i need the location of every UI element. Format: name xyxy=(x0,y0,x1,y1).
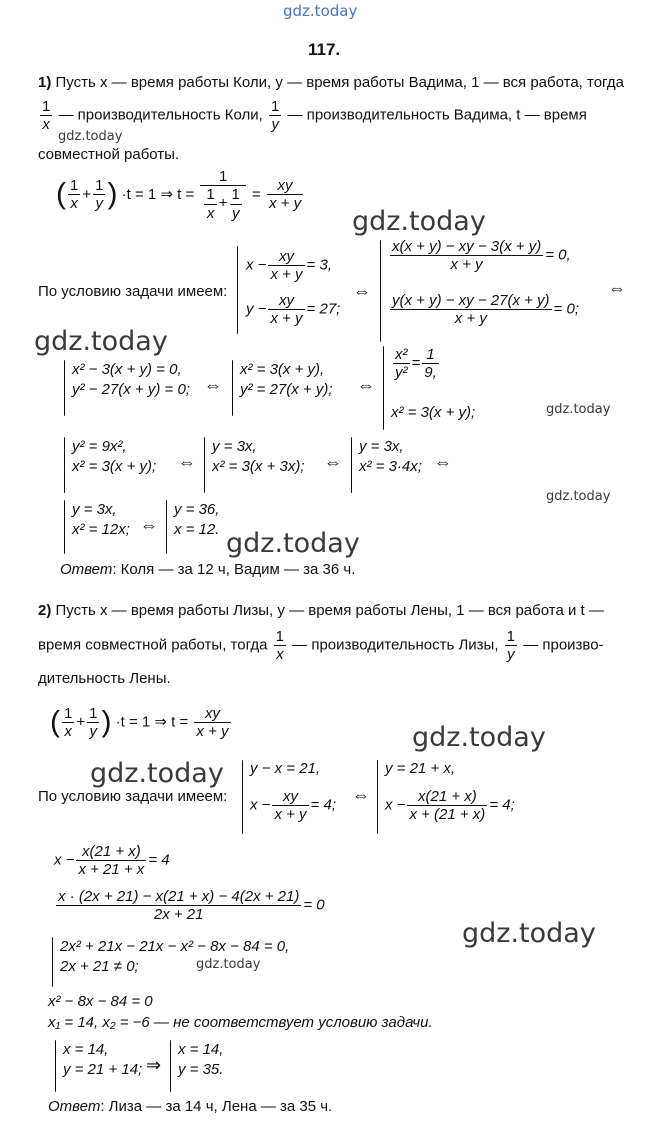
watermark: gdz.today xyxy=(412,722,546,753)
equivalence-arrow: ⇔ xyxy=(204,375,222,395)
part1-sys5-row1: $\frac{\text{x²}}{\text{y²}}$ = $\frac{1}{9,}$ xyxy=(395,346,437,382)
part1-sys6-row2: x² = 3(x + y); xyxy=(72,457,157,475)
part1-sys2-row1: $\frac{x(x + y) - xy - 3(x + y)}{x + y}$ = 0, xyxy=(392,238,571,274)
part1-sys10-row2: x = 12. xyxy=(174,520,220,538)
part1-sys3 xyxy=(72,360,190,399)
part1-sys8-brace xyxy=(351,437,352,493)
part2-intro-line2 xyxy=(38,628,604,664)
part1-sys4-brace xyxy=(232,360,233,416)
part1-intro-line3: совместной работы. xyxy=(38,146,180,163)
part1-sys10 xyxy=(174,500,219,539)
answer-label: Ответ xyxy=(48,1098,101,1115)
watermark-top: gdz.today xyxy=(283,2,358,20)
part2-sys3-row1: 2x² + 21x − 21x − x² − 8x − 84 = 0, xyxy=(60,938,290,955)
part1-sys10-brace xyxy=(166,500,167,554)
equivalence-arrow: ⇔ xyxy=(324,452,342,472)
part1-sys1-row1: x − $\frac{xy}{x + y}$ = 3, xyxy=(246,248,332,284)
part1-sys2-brace xyxy=(380,240,381,342)
watermark: gdz.today xyxy=(90,758,224,789)
part1-sys4-row2: y² = 27(x + y); xyxy=(240,380,333,398)
part1-sys9-row2: x² = 12x; xyxy=(72,520,130,538)
part2-sys1-brace xyxy=(242,760,243,834)
part1-intro-line1 xyxy=(38,74,624,91)
watermark: gdz.today xyxy=(226,528,360,559)
part2-eq5: x₁ = 14, x₂ = −6 — не соответствует условию задачи. xyxy=(48,1014,433,1031)
part1-intro-text-2a: — производительность Коли, xyxy=(58,106,263,124)
equivalence-arrow: ⇔ xyxy=(352,785,370,805)
part1-sys7-brace xyxy=(204,437,205,493)
part1-sys9 xyxy=(72,500,130,539)
part2-sys5 xyxy=(178,1040,223,1079)
part1-eq-time: ( $\frac{1}{x}$ + $\frac{1}{y}$ ) ·t = 1 ⇒ t = 1 $\frac{1}{x}$ + $\frac{1}{y}$ = $\frac{xy}{x + y}$ xyxy=(56,168,302,222)
watermark: gdz.today xyxy=(34,326,168,357)
equivalence-arrow: ⇔ xyxy=(353,281,371,301)
part2-sys3 xyxy=(60,937,289,976)
part1-sys6-brace xyxy=(64,437,65,493)
part2-sys5-row2: y = 35. xyxy=(178,1060,224,1078)
part2-eq-time: ( $\frac{1}{x}$ + $\frac{1}{y}$ ) ·t = 1 ⇒ t = $\frac{xy}{x + y}$ xyxy=(50,705,229,741)
equivalence-arrow: ⇔ xyxy=(608,278,626,298)
part2-condition-label: По условию задачи имеем: xyxy=(38,788,228,805)
part1-sys9-row1: y = 3x, xyxy=(72,501,117,518)
watermark: gdz.today xyxy=(352,206,486,237)
fraction-1-y: $\frac{1}{y}$ xyxy=(271,98,280,134)
answer-text: : Коля — за 12 ч, Вадим — за 36 ч. xyxy=(112,561,356,578)
part2-sys1-row1: y − x = 21, xyxy=(250,760,321,777)
watermark-small: gdz.today xyxy=(196,957,261,972)
fraction-1-y: $\frac{1}{y}$ xyxy=(506,628,516,664)
part1-condition-label: По условию задачи имеем: xyxy=(38,283,228,300)
equivalence-arrow: ⇔ xyxy=(434,452,452,472)
part2-intro-text-2b: — производительность Лизы, xyxy=(292,636,499,654)
part2-eq2: x − $\frac{x(21 + x)}{x + 21 + x}$ = 4 xyxy=(54,843,170,879)
part2-sys5-brace xyxy=(170,1040,171,1092)
answer-text: : Лиза — за 14 ч, Лена — за 35 ч. xyxy=(100,1098,333,1115)
part1-eq-time-text xyxy=(360,166,361,167)
part2-intro-line3: дительность Лены. xyxy=(38,670,171,687)
equivalence-arrow: ⇔ xyxy=(178,452,196,472)
part1-sys8-row1: y = 3x, xyxy=(359,438,404,455)
equivalence-arrow: ⇔ xyxy=(140,515,158,535)
part1-intro-text-2b: — производительность Вадима, t — время xyxy=(287,106,587,124)
part2-sys3-brace xyxy=(52,937,53,987)
part1-sys7-row2: x² = 3(x + 3x); xyxy=(212,457,305,475)
part1-sys1-brace xyxy=(237,246,238,334)
part2-eq4: x² − 8x − 84 = 0 xyxy=(48,993,153,1010)
part2-intro-text-2a: время совместной работы, тогда xyxy=(38,636,268,654)
part1-sys3-row1: x² − 3(x + y) = 0, xyxy=(72,361,182,378)
part1-sys8 xyxy=(359,437,422,476)
part1-sys4 xyxy=(240,360,333,399)
part1-sys1-row2: y − $\frac{xy}{x + y}$ = 27; xyxy=(246,292,341,328)
part1-sys8-row2: x² = 3·4x; xyxy=(359,457,422,475)
part1-sys7 xyxy=(212,437,305,476)
part2-intro-line1 xyxy=(38,602,604,619)
answer-label: Ответ xyxy=(60,561,113,578)
part1-sys6-row1: y² = 9x², xyxy=(72,438,127,455)
part1-sys9-brace xyxy=(64,500,65,554)
part2-sys4 xyxy=(63,1040,142,1079)
part1-sys7-row1: y = 3x, xyxy=(212,438,257,455)
part2-eq3: $\frac{x \cdot (2x + 21) - x(21 + x) - 4(2x + 21)}{2x + 21}$ = 0 xyxy=(58,888,325,924)
part1-number: 1) xyxy=(38,74,52,91)
part2-sys3-row2: 2x + 21 ≠ 0; xyxy=(60,957,139,975)
fraction-1-x: $\frac{1}{x}$ xyxy=(275,628,284,664)
part2-sys1-row2: x − $\frac{xy}{x + y}$ = 4; xyxy=(250,788,336,824)
part2-answer xyxy=(48,1098,332,1115)
part1-sys4-row1: x² = 3(x + y), xyxy=(240,361,325,378)
equivalence-arrow: ⇔ xyxy=(357,375,375,395)
part1-sys2-row2: $\frac{y(x + y) - xy - 27(x + y)}{x + y}$ = 0; xyxy=(392,292,579,328)
watermark-small: gdz.today xyxy=(546,402,611,417)
part2-sys4-row2: y = 21 + 14; xyxy=(63,1060,143,1078)
watermark-small: gdz.today xyxy=(546,489,611,504)
part2-sys2-brace xyxy=(377,760,378,834)
part2-sys2-row1: y = 21 + x, xyxy=(385,760,456,777)
part2-intro-text: Пусть x — время работы Лизы, y — время работы Лены, 1 — вся работа и t — xyxy=(55,602,604,619)
part1-sys3-row2: y² − 27(x + y) = 0; xyxy=(72,380,190,398)
part2-number: 2) xyxy=(38,602,52,619)
problem-number: 117. xyxy=(308,40,341,59)
part1-intro-text: Пусть x — время работы Коли, y — время работы Вадима, 1 — вся работа, тогда xyxy=(55,74,624,91)
part1-sys10-row1: y = 36, xyxy=(174,501,220,518)
part1-sys3-brace xyxy=(64,360,65,416)
part2-sys5-row1: x = 14, xyxy=(178,1041,224,1058)
part2-intro-text-2c: — произво- xyxy=(523,636,604,654)
part1-sys6 xyxy=(72,437,156,476)
part1-sys5-row2: x² = 3(x + y); xyxy=(391,404,476,421)
watermark: gdz.today xyxy=(462,918,596,949)
part2-sys4-brace xyxy=(55,1040,56,1092)
part2-sys4-row1: x = 14, xyxy=(63,1041,109,1058)
watermark-small: gdz.today xyxy=(58,129,123,144)
fraction-1-x: $\frac{1}{x}$ xyxy=(42,98,51,134)
part2-sys2-row2: x − $\frac{x(21 + x)}{x + (21 + x)}$ = 4; xyxy=(385,788,515,824)
part1-sys5-brace xyxy=(383,346,384,430)
part1-intro-line2 xyxy=(38,98,587,134)
implies-arrow: ⇒ xyxy=(146,1055,162,1075)
part1-answer xyxy=(60,561,355,578)
